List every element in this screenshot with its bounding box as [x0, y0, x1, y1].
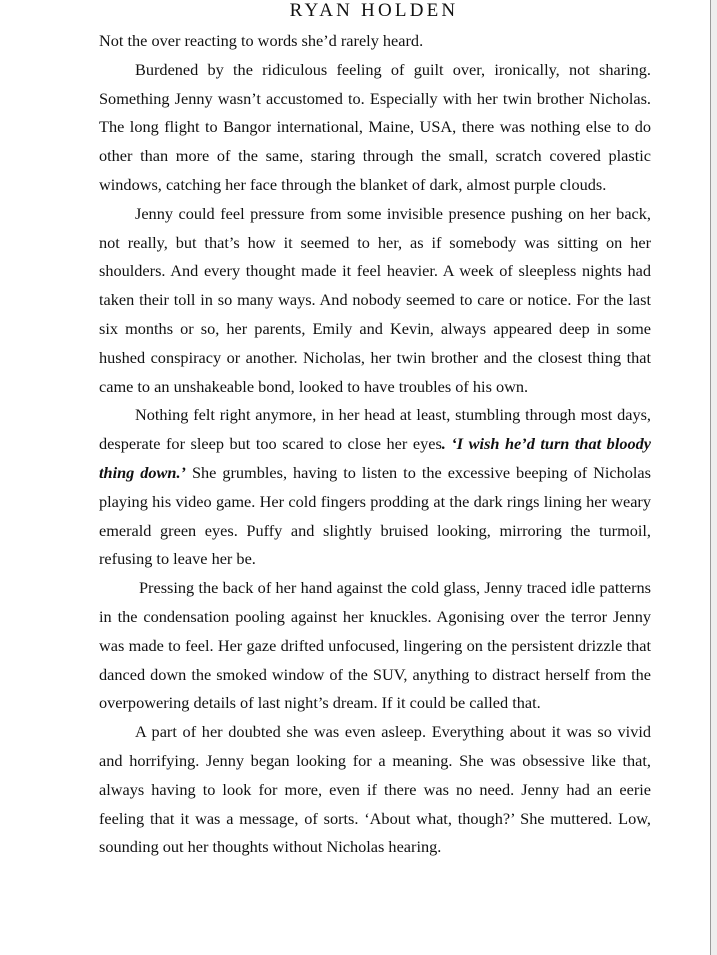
paragraph-2: [99, 56, 651, 200]
paragraph-5-text: Pressing the back of her hand against the cold glass, Jenny traced idle patterns in the condensation pooling against her knuckles. Agonising over the terror Jenny was made to feel. Her gaze drifted unfocused, lingering on the persistent drizzle that danced down the smoked window of the SUV, anything to distract herself from the overpowering details of last night’s dream. If it could be called that.: [99, 578, 651, 713]
paragraph-5: [99, 574, 651, 718]
body-text: [99, 27, 651, 862]
paragraph-4-inner-thought: . ‘I wish he’d turn that bloody thing down.’: [99, 434, 651, 482]
viewer-edge: [711, 0, 717, 955]
paragraph-4-text-start: Nothing felt right anymore, in her head at least, stumbling through most days, desperate for sleep but too scared to close her eyes: [99, 405, 651, 454]
paragraph-1-text: Not the over reacting to words she’d rarely heard.: [99, 31, 424, 50]
paragraph-6-text: A part of her doubted she was even asleep. Everything about it was so vivid and horrifying. Jenny began looking for a meaning. She was obsessive like that, always having to look for more, even if there was no need. Jenny had an eerie feeling that it was a message, of sorts. ‘About what, though?’ She muttered. Low, sounding out her thoughts without Nicholas hearing.: [99, 722, 651, 857]
paragraph-4: [99, 401, 651, 574]
paragraph-4-text-end: She grumbles, having to listen to the excessive beeping of Nicholas playing his video game. Her cold fingers prodding at the dark rings lining her weary emerald green eyes. Puffy and slightly bruised looking, mirroring the turmoil, refusing to leave her be.: [99, 462, 651, 569]
running-header-author: RYAN HOLDEN: [289, 0, 459, 21]
paragraph-3-text: Jenny could feel pressure from some invisible presence pushing on her back, not really, but that’s how it seemed to her, as if somebody was sitting on her shoulders. And every thought made it feel heavier. A week of sleepless nights had taken their toll in so many ways. And nobody seemed to care or notice. For the last six months or so, her parents, Emily and Kevin, always appeared deep in some hushed conspiracy or another. Nicholas, her twin brother and the closest thing that came to an unshakeable bond, looked to have troubles of his own.: [99, 203, 651, 396]
paragraph-2-text: Burdened by the ridiculous feeling of guilt over, ironically, not sharing. Something Jenny wasn’t accustomed to. Especially with her twin brother Nicholas. The long flight to Bangor international, Maine, USA, there was nothing else to do other than more of the same, staring through the small, scratch covered plastic windows, catching her face through the blanket of dark, almost purple clouds.: [99, 59, 651, 194]
paragraph-1: [99, 27, 651, 56]
paragraph-6: [99, 718, 651, 862]
paragraph-3: [99, 200, 651, 402]
